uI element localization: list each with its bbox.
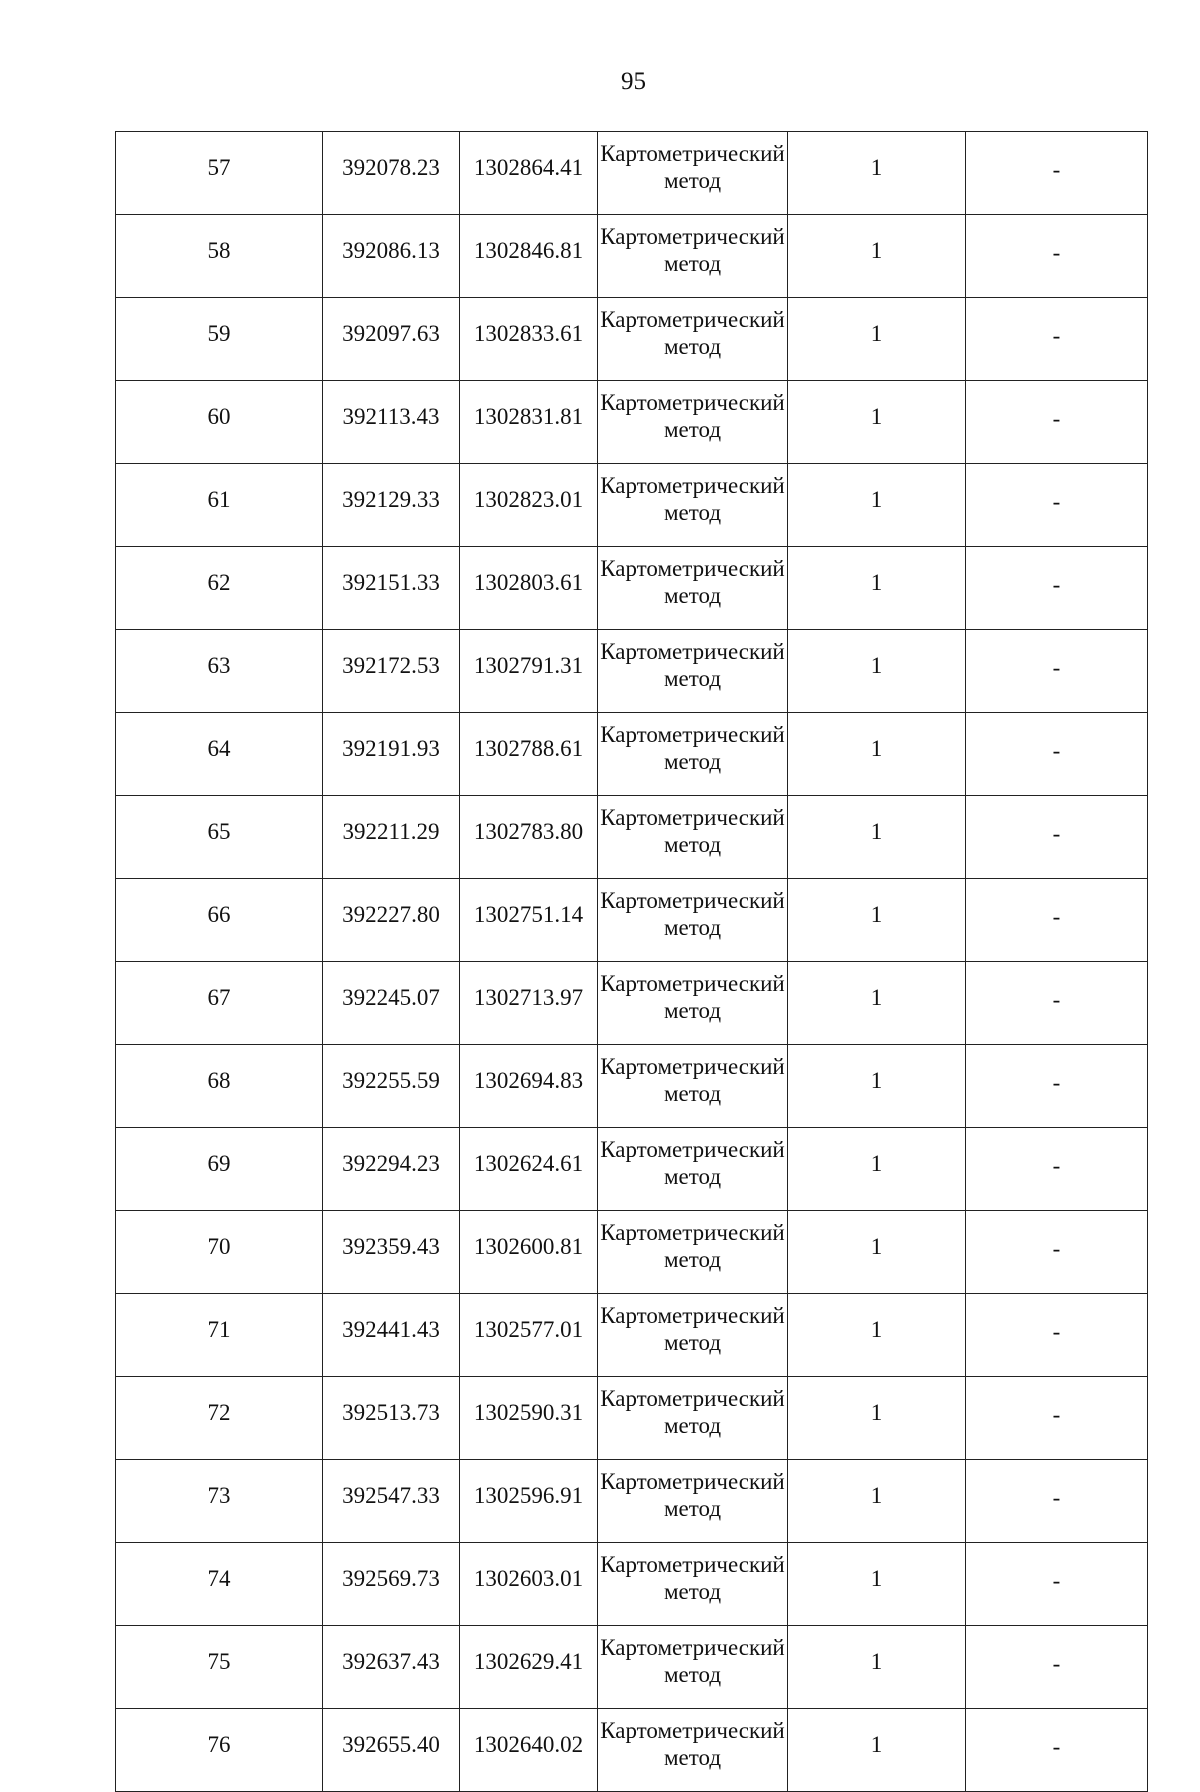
accuracy-cell: 1	[788, 962, 966, 1045]
table-row	[116, 1543, 1148, 1626]
table-row	[116, 879, 1148, 962]
accuracy-cell: 1	[788, 1294, 966, 1377]
method-cell	[598, 132, 788, 215]
method-text: Картометрический метод	[600, 722, 785, 774]
method-cell	[598, 1045, 788, 1128]
accuracy-cell: 1	[788, 1626, 966, 1709]
point-number-cell: 66	[116, 879, 323, 962]
point-number-cell: 59	[116, 298, 323, 381]
point-number-cell: 58	[116, 215, 323, 298]
point-number-cell: 75	[116, 1626, 323, 1709]
method-cell	[598, 298, 788, 381]
accuracy-cell: 1	[788, 298, 966, 381]
method-text: Картометрический метод	[600, 556, 785, 608]
note-cell: -	[966, 630, 1148, 713]
method-text: Картометрический метод	[600, 473, 785, 525]
point-number-cell: 64	[116, 713, 323, 796]
note-cell: -	[966, 1709, 1148, 1792]
x-coordinate-cell: 392513.73	[323, 1377, 460, 1460]
note-cell: -	[966, 1626, 1148, 1709]
note-cell: -	[966, 796, 1148, 879]
coordinates-table	[115, 131, 1148, 1792]
table-row	[116, 298, 1148, 381]
note-cell: -	[966, 1045, 1148, 1128]
method-text: Картометрический метод	[600, 1386, 785, 1438]
method-text: Картометрический метод	[600, 1552, 785, 1604]
point-number-cell: 71	[116, 1294, 323, 1377]
accuracy-cell: 1	[788, 1709, 966, 1792]
x-coordinate-cell: 392191.93	[323, 713, 460, 796]
x-coordinate-cell: 392569.73	[323, 1543, 460, 1626]
table-row	[116, 464, 1148, 547]
note-cell: -	[966, 132, 1148, 215]
method-text: Картометрический метод	[600, 1137, 785, 1189]
x-coordinate-cell: 392078.23	[323, 132, 460, 215]
note-cell: -	[966, 215, 1148, 298]
x-coordinate-cell: 392655.40	[323, 1709, 460, 1792]
point-number-cell: 74	[116, 1543, 323, 1626]
table-row	[116, 381, 1148, 464]
method-text: Картометрический метод	[600, 1303, 785, 1355]
accuracy-cell: 1	[788, 547, 966, 630]
table-row	[116, 1294, 1148, 1377]
note-cell: -	[966, 1211, 1148, 1294]
y-coordinate-cell: 1302629.41	[460, 1626, 598, 1709]
method-cell	[598, 1543, 788, 1626]
x-coordinate-cell: 392227.80	[323, 879, 460, 962]
method-text: Картометрический метод	[600, 1718, 785, 1770]
note-cell: -	[966, 713, 1148, 796]
accuracy-cell: 1	[788, 796, 966, 879]
accuracy-cell: 1	[788, 1377, 966, 1460]
method-text: Картометрический метод	[600, 1220, 785, 1272]
method-text: Картометрический метод	[600, 390, 785, 442]
method-cell	[598, 1626, 788, 1709]
method-cell	[598, 796, 788, 879]
note-cell: -	[966, 879, 1148, 962]
method-cell	[598, 1709, 788, 1792]
method-cell	[598, 1128, 788, 1211]
method-cell	[598, 381, 788, 464]
accuracy-cell: 1	[788, 381, 966, 464]
accuracy-cell: 1	[788, 879, 966, 962]
table-row	[116, 547, 1148, 630]
y-coordinate-cell: 1302640.02	[460, 1709, 598, 1792]
point-number-cell: 68	[116, 1045, 323, 1128]
method-text: Картометрический метод	[600, 971, 785, 1023]
method-text: Картометрический метод	[600, 888, 785, 940]
method-text: Картометрический метод	[600, 1469, 785, 1521]
y-coordinate-cell: 1302788.61	[460, 713, 598, 796]
method-cell	[598, 464, 788, 547]
accuracy-cell: 1	[788, 630, 966, 713]
table-row	[116, 962, 1148, 1045]
table-row	[116, 132, 1148, 215]
method-cell	[598, 962, 788, 1045]
accuracy-cell: 1	[788, 713, 966, 796]
note-cell: -	[966, 1377, 1148, 1460]
note-cell: -	[966, 1128, 1148, 1211]
table-row	[116, 630, 1148, 713]
method-cell	[598, 1294, 788, 1377]
y-coordinate-cell: 1302694.83	[460, 1045, 598, 1128]
note-cell: -	[966, 1294, 1148, 1377]
method-text: Картометрический метод	[600, 141, 785, 193]
note-cell: -	[966, 1543, 1148, 1626]
note-cell: -	[966, 381, 1148, 464]
accuracy-cell: 1	[788, 1211, 966, 1294]
note-cell: -	[966, 547, 1148, 630]
note-cell: -	[966, 298, 1148, 381]
y-coordinate-cell: 1302577.01	[460, 1294, 598, 1377]
accuracy-cell: 1	[788, 1460, 966, 1543]
y-coordinate-cell: 1302600.81	[460, 1211, 598, 1294]
y-coordinate-cell: 1302751.14	[460, 879, 598, 962]
x-coordinate-cell: 392129.33	[323, 464, 460, 547]
coordinates-table-body	[116, 132, 1148, 1792]
accuracy-cell: 1	[788, 132, 966, 215]
point-number-cell: 76	[116, 1709, 323, 1792]
method-text: Картометрический метод	[600, 805, 785, 857]
x-coordinate-cell: 392211.29	[323, 796, 460, 879]
y-coordinate-cell: 1302783.80	[460, 796, 598, 879]
accuracy-cell: 1	[788, 464, 966, 547]
method-cell	[598, 713, 788, 796]
y-coordinate-cell: 1302831.81	[460, 381, 598, 464]
y-coordinate-cell: 1302791.31	[460, 630, 598, 713]
x-coordinate-cell: 392294.23	[323, 1128, 460, 1211]
table-row	[116, 1709, 1148, 1792]
method-cell	[598, 215, 788, 298]
y-coordinate-cell: 1302603.01	[460, 1543, 598, 1626]
x-coordinate-cell: 392441.43	[323, 1294, 460, 1377]
x-coordinate-cell: 392547.33	[323, 1460, 460, 1543]
y-coordinate-cell: 1302590.31	[460, 1377, 598, 1460]
table-row	[116, 1128, 1148, 1211]
method-cell	[598, 1377, 788, 1460]
point-number-cell: 70	[116, 1211, 323, 1294]
x-coordinate-cell: 392637.43	[323, 1626, 460, 1709]
x-coordinate-cell: 392172.53	[323, 630, 460, 713]
method-text: Картометрический метод	[600, 1054, 785, 1106]
table-row	[116, 1211, 1148, 1294]
table-row	[116, 1377, 1148, 1460]
y-coordinate-cell: 1302596.91	[460, 1460, 598, 1543]
accuracy-cell: 1	[788, 1128, 966, 1211]
point-number-cell: 60	[116, 381, 323, 464]
point-number-cell: 61	[116, 464, 323, 547]
point-number-cell: 72	[116, 1377, 323, 1460]
y-coordinate-cell: 1302833.61	[460, 298, 598, 381]
method-cell	[598, 879, 788, 962]
x-coordinate-cell: 392151.33	[323, 547, 460, 630]
note-cell: -	[966, 962, 1148, 1045]
y-coordinate-cell: 1302846.81	[460, 215, 598, 298]
note-cell: -	[966, 1460, 1148, 1543]
table-row	[116, 1626, 1148, 1709]
x-coordinate-cell: 392086.13	[323, 215, 460, 298]
x-coordinate-cell: 392113.43	[323, 381, 460, 464]
y-coordinate-cell: 1302803.61	[460, 547, 598, 630]
method-cell	[598, 547, 788, 630]
method-text: Картометрический метод	[600, 224, 785, 276]
table-row	[116, 713, 1148, 796]
method-text: Картометрический метод	[600, 307, 785, 359]
note-cell: -	[966, 464, 1148, 547]
y-coordinate-cell: 1302713.97	[460, 962, 598, 1045]
point-number-cell: 73	[116, 1460, 323, 1543]
table-row	[116, 1045, 1148, 1128]
x-coordinate-cell: 392255.59	[323, 1045, 460, 1128]
accuracy-cell: 1	[788, 1543, 966, 1626]
point-number-cell: 65	[116, 796, 323, 879]
method-cell	[598, 630, 788, 713]
point-number-cell: 69	[116, 1128, 323, 1211]
accuracy-cell: 1	[788, 215, 966, 298]
point-number-cell: 67	[116, 962, 323, 1045]
method-cell	[598, 1211, 788, 1294]
y-coordinate-cell: 1302624.61	[460, 1128, 598, 1211]
x-coordinate-cell: 392245.07	[323, 962, 460, 1045]
point-number-cell: 57	[116, 132, 323, 215]
table-row	[116, 215, 1148, 298]
table-row	[116, 1460, 1148, 1543]
x-coordinate-cell: 392097.63	[323, 298, 460, 381]
method-cell	[598, 1460, 788, 1543]
point-number-cell: 63	[116, 630, 323, 713]
point-number-cell: 62	[116, 547, 323, 630]
page-number: 95	[621, 68, 646, 95]
y-coordinate-cell: 1302864.41	[460, 132, 598, 215]
method-text: Картометрический метод	[600, 639, 785, 691]
table-row	[116, 796, 1148, 879]
y-coordinate-cell: 1302823.01	[460, 464, 598, 547]
method-text: Картометрический метод	[600, 1635, 785, 1687]
x-coordinate-cell: 392359.43	[323, 1211, 460, 1294]
accuracy-cell: 1	[788, 1045, 966, 1128]
